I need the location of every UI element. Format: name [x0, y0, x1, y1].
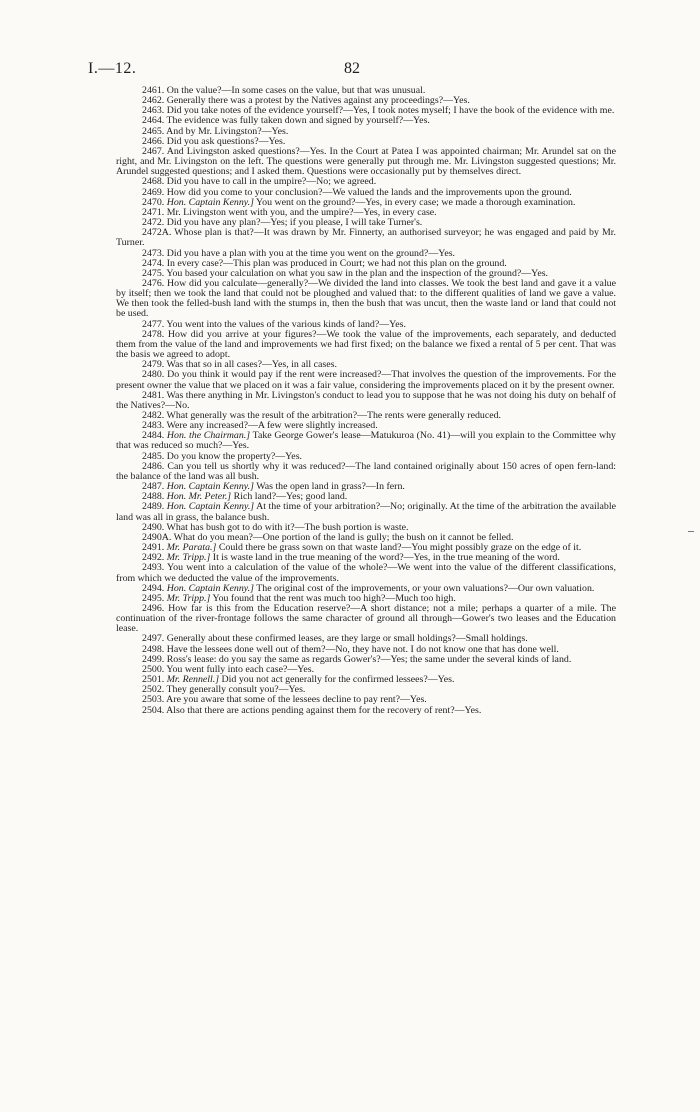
question-answer-text: How did you arrive at your figures?—We took the value of the improvements, each separately, and deducted them from the value of the land and improvements we had first fixed; on the balance we fixed a rental of 5 per cent. That was the basis we agreed to adopt.	[116, 328, 617, 361]
question-number: 2490.	[142, 521, 165, 533]
question-number: 2469.	[142, 186, 165, 198]
question-number: 2504.	[142, 704, 165, 716]
speaker: Hon. Mr. Peter.]	[166, 491, 232, 503]
question-number: 2490A.	[142, 531, 172, 543]
question-number: 2479.	[142, 359, 165, 371]
question-number: 2471.	[142, 206, 165, 218]
question-number: 2468.	[142, 176, 165, 188]
question-number: 2489.	[142, 501, 165, 513]
speaker: Mr. Rennell.]	[166, 674, 220, 686]
question-answer-text: You went fully into each case?—Yes.	[166, 663, 315, 675]
question-number: 2497.	[142, 633, 165, 645]
question-number: 2474.	[142, 257, 165, 269]
question-answer-text: At the time of your arbitration?—No; originally. At the time of the arbitration the available land was all in grass, the balance bush.	[116, 501, 616, 523]
question-answer-text: The original cost of the improvements, or your own valuations?—Our own valuation.	[256, 582, 595, 594]
question-number: 2498.	[142, 643, 165, 655]
evidence-text	[116, 86, 616, 716]
evidence-entry	[88, 391, 616, 411]
evidence-entry	[88, 462, 616, 482]
evidence-entry	[88, 147, 616, 177]
question-answer-text: Did you take notes of the evidence yourself?—Yes, I took notes myself; I have the book of the evidence with me.	[166, 105, 615, 117]
question-answer-text: What has bush got to do with it?—The bush portion is waste.	[166, 521, 409, 533]
evidence-entry	[88, 330, 616, 360]
question-answer-text: Whose plan is that?—It was drawn by Mr. Finnerty, an authorised surveyor; he was engaged and paid by Mr. Turner.	[116, 227, 616, 249]
speaker: Hon. Captain Kenny.]	[166, 196, 254, 208]
question-number: 2483.	[142, 420, 165, 432]
speaker: Mr. Tripp.]	[166, 592, 211, 604]
evidence-entry	[88, 604, 616, 634]
question-answer-text: Were any increased?—A few were slightly increased.	[166, 420, 378, 432]
question-answer-text: Rich land?—Yes; good land.	[233, 491, 348, 503]
question-answer-text: Can you tell us shortly why it was reduced?—The land contained originally about 150 acres of open fern-land: the balance of the land was all bush.	[116, 460, 616, 482]
question-answer-text: They generally consult you?—Yes.	[166, 684, 306, 696]
question-answer-text: Mr. Livingston went with you, and the umpire?—Yes, in every case.	[166, 206, 437, 218]
question-number: 2495.	[142, 592, 165, 604]
question-answer-text: Did you ask questions?—Yes.	[166, 135, 286, 147]
question-answer-text: What do you mean?—One portion of the land is gully; the bush on it cannot be felled.	[173, 531, 514, 543]
evidence-entry	[88, 563, 616, 583]
question-answer-text: Also that there are actions pending against them for the recovery of rent?—Yes.	[166, 704, 482, 716]
question-number: 2462.	[142, 95, 165, 107]
evidence-entry	[88, 370, 616, 390]
question-number: 2486.	[142, 460, 165, 472]
question-answer-text: Ross's lease: do you say the same as regards Gower's?—Yes; the same under the several kinds of land.	[166, 653, 572, 665]
question-number: 2502.	[142, 684, 165, 696]
question-number: 2481.	[142, 389, 165, 401]
question-answer-text: It is waste land in the true meaning of the word?—Yes, in the true meaning of the word.	[212, 552, 560, 564]
evidence-entry	[88, 228, 616, 248]
page-number: 82	[344, 60, 360, 77]
question-answer-text: Did you have any plan?—Yes; if you please, I will take Turner's.	[166, 217, 423, 229]
question-number: 2484.	[142, 430, 165, 442]
question-answer-text: Did you have to call in the umpire?—No; we agreed.	[166, 176, 377, 188]
question-number: 2494.	[142, 582, 165, 594]
question-answer-text: Did you have a plan with you at the time you went on the ground?—Yes.	[166, 247, 456, 259]
question-answer-text: And by Mr. Livingston?—Yes.	[166, 125, 289, 137]
evidence-entry	[88, 279, 616, 320]
evidence-entry	[88, 431, 616, 451]
question-number: 2475.	[142, 267, 165, 279]
question-number: 2503.	[142, 694, 165, 706]
question-answer-text: In every case?—This plan was produced in Court; we had not this plan on the ground.	[166, 257, 507, 269]
question-answer-text: You found that the rent was much too high?—Much too high.	[212, 592, 456, 604]
question-number: 2476.	[142, 277, 165, 289]
question-answer-text: Generally there was a protest by the Natives against any proceedings?—Yes.	[166, 95, 470, 107]
question-answer-text: Do you know the property?—Yes.	[166, 450, 302, 462]
evidence-entry	[88, 706, 616, 716]
question-number: 2492.	[142, 552, 165, 564]
question-answer-text: Was there anything in Mr. Livingston's conduct to lead you to suppose that he was not doing his duty on behalf of the Natives?—No.	[116, 389, 616, 411]
question-number: 2477.	[142, 318, 165, 330]
question-number: 2491.	[142, 542, 165, 554]
question-answer-text: You went on the ground?—Yes, in every case; we made a thorough examination.	[256, 196, 576, 208]
question-answer-text: Generally about these confirmed leases, are they large or small holdings?—Small holdings.	[166, 633, 528, 645]
question-number: 2478.	[142, 328, 165, 340]
speaker: Hon. Captain Kenny.]	[166, 582, 254, 594]
question-answer-text: The evidence was fully taken down and signed by yourself?—Yes.	[166, 115, 430, 127]
question-answer-text: Are you aware that some of the lessees decline to pay rent?—Yes.	[166, 694, 427, 706]
question-number: 2466.	[142, 135, 165, 147]
question-answer-text: You based your calculation on what you saw in the plan and the inspection of the ground?—Yes.	[166, 267, 549, 279]
question-number: 2464.	[142, 115, 165, 127]
question-number: 2472.	[142, 217, 165, 229]
question-number: 2485.	[142, 450, 165, 462]
question-number: 2500.	[142, 663, 165, 675]
question-number: 2482.	[142, 410, 165, 421]
question-answer-text: Was that so in all cases?—Yes, in all cases.	[166, 359, 337, 371]
question-answer-text: Was the open land in grass?—In fern.	[256, 481, 405, 493]
question-number: 2480.	[142, 369, 165, 381]
page-header	[88, 60, 616, 80]
question-answer-text: You went into a calculation of the value of the whole?—We went into the value of the different classifications, from which we deducted the value of the improvements.	[116, 562, 616, 584]
question-number: 2499.	[142, 653, 165, 665]
question-number: 2465.	[142, 125, 165, 137]
question-number: 2472A.	[142, 227, 172, 239]
question-number: 2467.	[142, 145, 165, 157]
question-answer-text: How did you calculate—generally?—We divided the land into classes. We took the best land and gave it a value by itself; then we took the land that could not be ploughed and valued that: to the different qualities of land we gave a value. We then took the felled-bush land with the stumps in, then the bush that was uncut, then the waste land or land that could not be used.	[116, 277, 617, 320]
question-number: 2488.	[142, 491, 165, 503]
question-answer-text: Do you think it would pay if the rent were increased?—That involves the question of the improvements. For the present owner the value that we placed on it was a fair value, considering the improvements placed on it by the present owner.	[116, 369, 616, 391]
question-number: 2501.	[142, 674, 165, 686]
speaker: Mr. Tripp.]	[166, 552, 211, 564]
question-number: 2487.	[142, 481, 165, 493]
question-answer-text: Could there be grass sown on that waste land?—You might possibly graze on the edge of it.	[218, 542, 582, 554]
document-reference: I.—12.	[88, 60, 137, 77]
speaker: Hon. Captain Kenny.]	[166, 501, 255, 513]
question-number: 2493.	[142, 562, 165, 574]
question-answer-text: You went into the values of the various kinds of land?—Yes.	[166, 318, 406, 330]
question-number: 2461.	[142, 85, 165, 96]
speaker: Hon. the Chairman.]	[166, 430, 251, 442]
question-answer-text: Take George Gower's lease—Matukuroa (No. 41)—will you explain to the Committee why that was reduced so much?—Yes.	[116, 430, 616, 452]
question-answer-text: On the value?—In some cases on the value, but that was unusual.	[166, 85, 426, 96]
question-answer-text: How far is this from the Education reserve?—A short distance; not a mile; perhaps a quarter of a mile. The continuation of the river-frontage follows the same character of ground all through—Gower's two leases and the Education lease.	[116, 602, 616, 635]
question-number: 2470.	[142, 196, 165, 208]
question-answer-text: And Livingston asked questions?—Yes. In the Court at Patea I was appointed chairman; Mr. Arundel sat on the right, and Mr. Livingston on the left. The questions were generally put through me. Mr. Livingston suggested questions; Mr. Arundel suggested questions; and I asked them. Questions were occasionally put by themselves direct.	[116, 145, 616, 178]
speaker: Hon. Captain Kenny.]	[166, 481, 254, 493]
question-number: 2463.	[142, 105, 165, 117]
evidence-entry	[88, 502, 616, 522]
question-number: 2496.	[142, 602, 165, 614]
speaker: Mr. Parata.]	[166, 542, 217, 554]
question-answer-text: How did you come to your conclusion?—We valued the lands and the improvements upon the ground.	[166, 186, 572, 198]
question-answer-text: Did you not act generally for the confirmed lessees?—Yes.	[221, 674, 455, 686]
question-number: 2473.	[142, 247, 165, 259]
question-answer-text: What generally was the result of the arbitration?—The rents were generally reduced.	[166, 410, 502, 421]
margin-mark	[688, 531, 694, 532]
question-answer-text: Have the lessees done well out of them?—No, they have not. I do not know one that has done well.	[166, 643, 559, 655]
